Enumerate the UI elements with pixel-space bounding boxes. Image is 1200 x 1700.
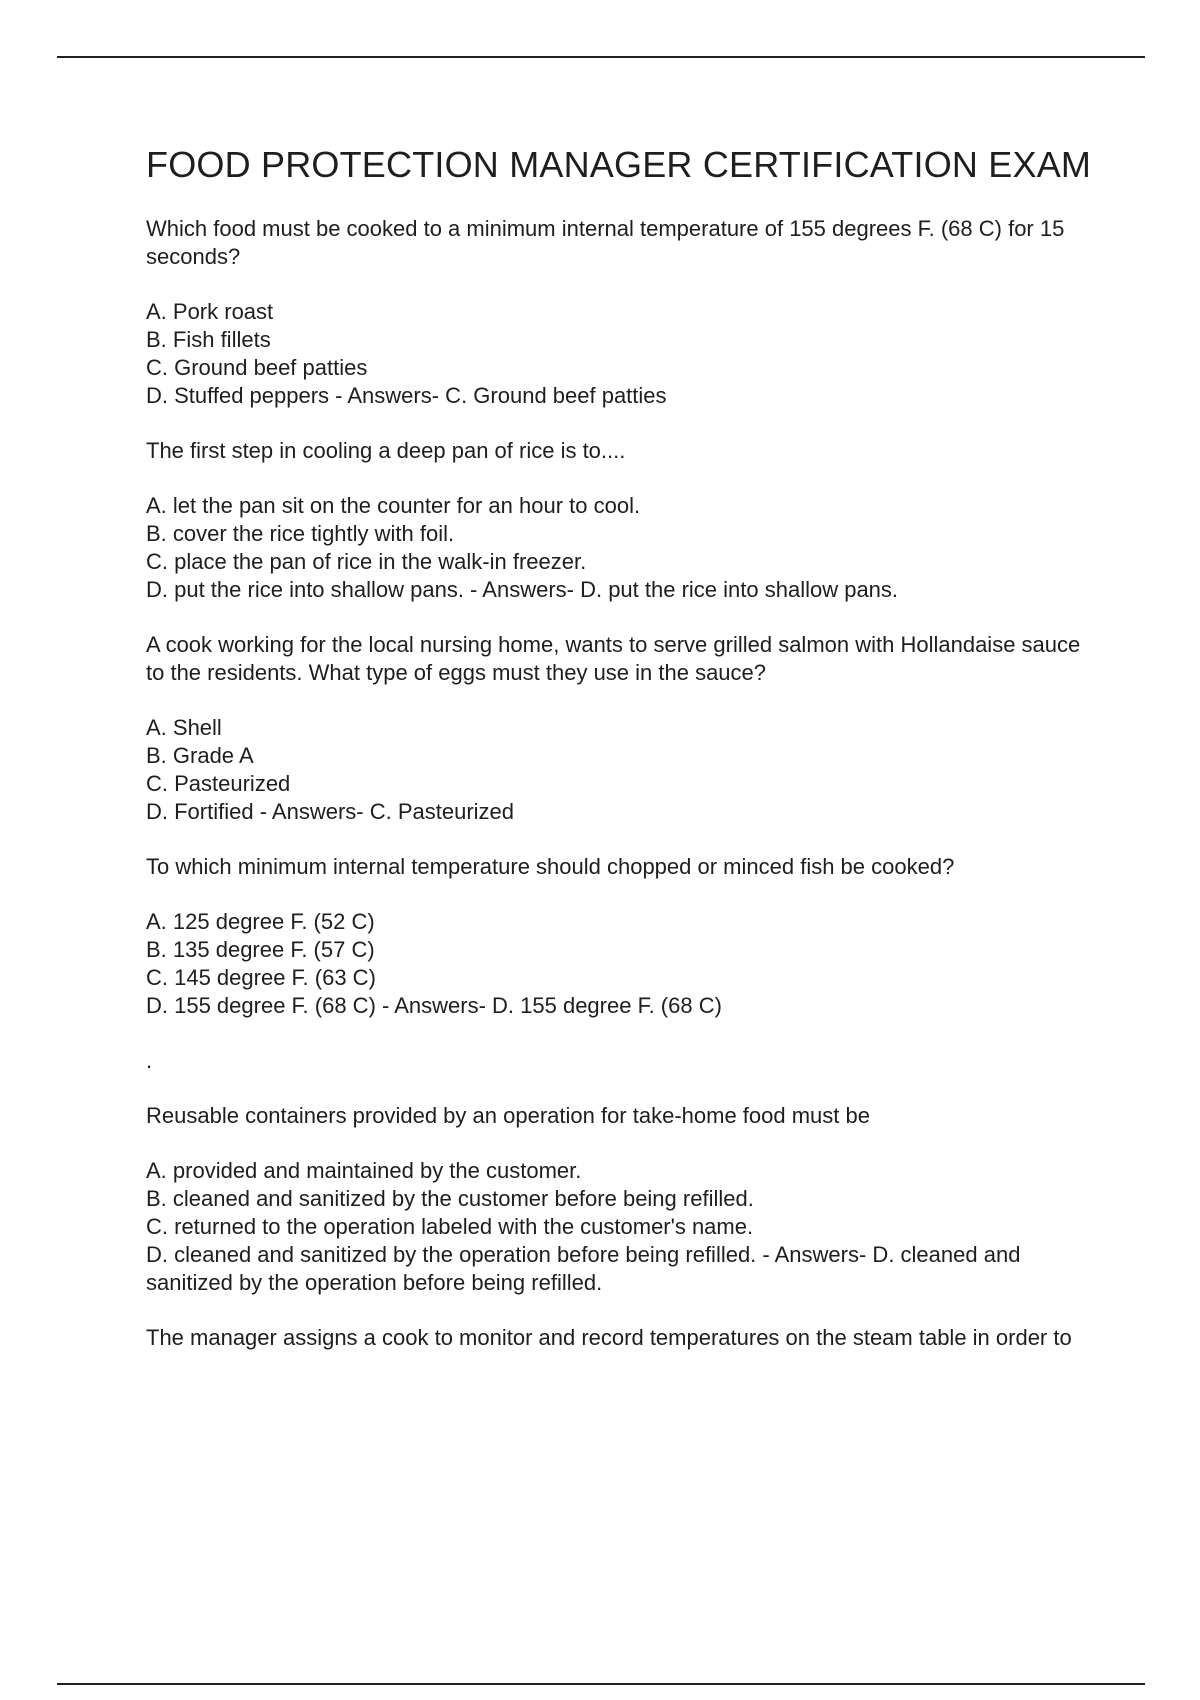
question-2: The first step in cooling a deep pan of rice is to.... bbox=[146, 438, 626, 463]
option-line: B. cleaned and sanitized by the customer before being refilled. bbox=[146, 1186, 754, 1211]
option-line: B. cover the rice tightly with foil. bbox=[146, 521, 455, 546]
option-line: C. Pasteurized bbox=[146, 771, 291, 796]
question-3: A cook working for the local nursing home, wants to serve grilled salmon with Hollandaise sauce to the residents. What type of eggs must they use in the sauce? bbox=[146, 632, 1081, 685]
question-4: To which minimum internal temperature should chopped or minced fish be cooked? bbox=[146, 854, 955, 879]
option-line: D. put the rice into shallow pans. - Answers- D. put the rice into shallow pans. bbox=[146, 577, 899, 602]
option-line: D. Stuffed peppers - Answers- C. Ground beef patties bbox=[146, 383, 667, 408]
option-line: A. let the pan sit on the counter for an hour to cool. bbox=[146, 493, 641, 518]
document-body bbox=[146, 143, 1096, 1379]
option-line: D. cleaned and sanitized by the operation before being refilled. - Answers- D. cleaned and sanitized by the operation before being refilled. bbox=[146, 1242, 1021, 1295]
separator-dot: . bbox=[146, 1048, 153, 1073]
answer-options-3 bbox=[146, 714, 1096, 826]
top-rule bbox=[57, 56, 1145, 58]
option-line: B. Fish fillets bbox=[146, 327, 271, 352]
option-line: D. 155 degree F. (68 C) - Answers- D. 155 degree F. (68 C) bbox=[146, 993, 722, 1018]
answer-options-2 bbox=[146, 492, 1096, 604]
option-line: A. Shell bbox=[146, 715, 222, 740]
option-line: A. provided and maintained by the customer. bbox=[146, 1158, 582, 1183]
question-6: The manager assigns a cook to monitor and record temperatures on the steam table in order to bbox=[146, 1325, 1072, 1350]
option-line: C. place the pan of rice in the walk-in freezer. bbox=[146, 549, 587, 574]
option-line: A. Pork roast bbox=[146, 299, 274, 324]
answer-options-1 bbox=[146, 298, 1096, 410]
question-5: Reusable containers provided by an operation for take-home food must be bbox=[146, 1103, 870, 1128]
question-1: Which food must be cooked to a minimum internal temperature of 155 degrees F. (68 C) for 15 seconds? bbox=[146, 216, 1065, 269]
option-line: C. 145 degree F. (63 C) bbox=[146, 965, 376, 990]
document-title: FOOD PROTECTION MANAGER CERTIFICATION EXAM bbox=[146, 144, 1092, 185]
answer-options-5 bbox=[146, 1157, 1096, 1297]
bottom-rule bbox=[57, 1683, 1145, 1685]
option-line: B. 135 degree F. (57 C) bbox=[146, 937, 375, 962]
option-line: D. Fortified - Answers- C. Pasteurized bbox=[146, 799, 515, 824]
option-line: B. Grade A bbox=[146, 743, 254, 768]
answer-options-4 bbox=[146, 908, 1096, 1020]
option-line: C. returned to the operation labeled with the customer's name. bbox=[146, 1214, 754, 1239]
option-line: A. 125 degree F. (52 C) bbox=[146, 909, 375, 934]
option-line: C. Ground beef patties bbox=[146, 355, 368, 380]
